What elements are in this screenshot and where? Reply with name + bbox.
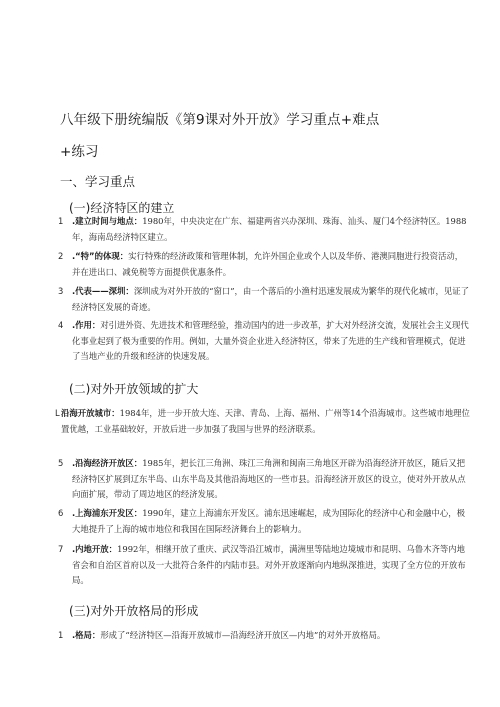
doc-title-line1: 八年级下册统编版《第9课对外开放》学习重点+难点 — [60, 112, 380, 128]
list-item: 7 .内地开放：1992年，相继开放了重庆、武汉等沿江城市，满洲里等陆地边境城市和昆明、乌鲁木齐等内地省会和自治区首府以及一大批符合条件的内陆市县。对外开放逐渐向内地纵深推进，实现了全方位的开放布局。 — [58, 544, 466, 585]
subheading-opening-pattern: (三)对外开放格局的形成 — [69, 604, 199, 618]
list-item: 4 .作用：对引进外资、先进技术和管理经验，推动国内的进一步改革，扩大对外经济交流，发展社会主义现代化事业起到了极为重要的作用。例如，大量外资企业进入经济特区，带来了先进的生产线和管理模式，促进了当地产业的升级和经济的快速发展。 — [58, 320, 469, 361]
list-item: 1 .建立时间与地点：1980年，中央决定在广东、福建两省兴办深圳、珠海、汕头、厦门4个经济特区。1988年，海南岛经济特区建立。 — [58, 216, 467, 242]
list-item: 5 .沿海经济开放区：1985年，把长江三角洲、珠江三角洲和闽南三角地区开辟为沿海经济开放区，随后又把经济特区扩展到辽东半岛、山东半岛及其他沿海地区的一些市县。沿海经济开放区的设立，使对外开放从点向面扩展，带动了周边地区的经济发展。 — [58, 458, 466, 499]
list-item: 6 .上海浦东开发区：1990年，建立上海浦东开发区。浦东迅速崛起，成为国际化的经济中心和金融中心，极大地提升了上海的城市地位和我国在国际经济舞台上的影响力。 — [58, 508, 465, 534]
doc-title-line2: +练习 — [60, 144, 99, 160]
list-item: 1 .格局：形成了“经济特区—沿海开放城市—沿海经济开放区—内地”的对外开放格局。 — [58, 630, 386, 640]
section-heading-key-points: 一、学习重点 — [60, 174, 136, 189]
list-item: L 沿海开放城市：1984年，进一步开放大连、天津、青岛、上海、福州、广州等14个沿海城市。这些城市地理位置优越，工业基础较好，开放后进一步加强了我国与世界的经济联系。 — [55, 408, 470, 434]
list-item: 2 .“特”的体现：实行特殊的经济政策和管理体制，允许外国企业或个人以及华侨、港澳同胞进行投资活动，并在进出口、减免税等方面提供优惠条件。 — [58, 251, 464, 277]
subheading-expansion: (二)对外开放领域的扩大 — [69, 382, 199, 396]
subheading-special-economic-zones: (一)经济特区的建立 — [69, 201, 175, 215]
list-item: 3 .代表——深圳：深圳成为对外开放的“窗口”，由一个落后的小渔村迅速发展成为繁华的现代化城市，见证了经济特区发展的奇迹。 — [58, 286, 469, 312]
